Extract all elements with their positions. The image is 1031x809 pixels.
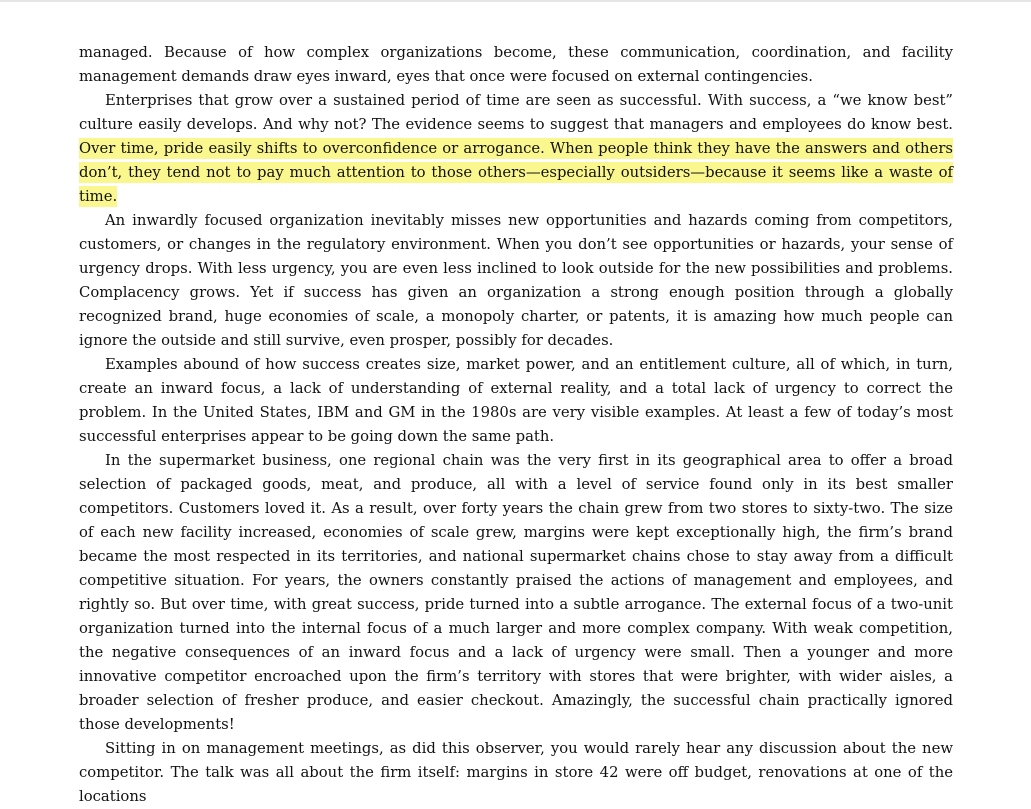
paragraph-2 [79, 89, 953, 209]
paragraph-2-text: Enterprises that grow over a sustained period of time are seen as successful. With success, a “we know best” culture easily develops. And why not? The evidence seems to suggest that managers and employees do know best. [79, 92, 953, 133]
paragraph-4: Examples abound of how success creates size, market power, and an entitlement culture, all of which, in turn, create an inward focus, a lack of understanding of external reality, and a total lack of urgency to correct the problem. In the United States, IBM and GM in the 1980s are very visible examples. At least a few of today’s most successful enterprises appear to be going down the same path. [79, 356, 953, 445]
document-body [79, 41, 953, 809]
paragraph-6: Sitting in on management meetings, as did this observer, you would rarely hear any discussion about the new competitor. The talk was all about the firm itself: margins in store 42 were off budget, renovations at one of the locations [79, 740, 953, 805]
top-divider [0, 0, 1031, 2]
highlighted-passage: Over time, pride easily shifts to overconfidence or arrogance. When people think they have the answers and others don’t, they tend not to pay much attention to those others—especially outsiders—because it seems like a waste of time. [79, 140, 953, 205]
paragraph-5: In the supermarket business, one regional chain was the very first in its geographical area to offer a broad selection of packaged goods, meat, and produce, all with a level of service found only in its best smaller competitors. Customers loved it. As a result, over forty years the chain grew from two stores to sixty-two. The size of each new facility increased, economies of scale grew, margins were kept exceptionally high, the firm’s brand became the most respected in its territories, and national supermarket chains chose to stay away from a difficult competitive situation. For years, the owners constantly praised the actions of management and employees, and rightly so. But over time, with great success, pride turned into a subtle arrogance. The external focus of a two-unit organization turned into the internal focus of a much larger and more complex company. With weak competition, the negative consequences of an inward focus and a lack of urgency were small. Then a younger and more innovative competitor encroached upon the firm’s territory with stores that were brighter, with wider aisles, a broader selection of fresher produce, and easier checkout. Amazingly, the successful chain practically ignored those developments! [79, 452, 953, 733]
paragraph-1: managed. Because of how complex organizations become, these communication, coordination, and facility management demands draw eyes inward, eyes that once were focused on external contingencies. [79, 44, 953, 85]
paragraph-3: An inwardly focused organization inevitably misses new opportunities and hazards coming from competitors, customers, or changes in the regulatory environment. When you don’t see opportunities or hazards, your sense of urgency drops. With less urgency, you are even less inclined to look outside for the new possibilities and problems. Complacency grows. Yet if success has given an organization a strong enough position through a globally recognized brand, huge economies of scale, a monopoly charter, or patents, it is amazing how much people can ignore the outside and still survive, even prosper, possibly for decades. [79, 212, 953, 349]
